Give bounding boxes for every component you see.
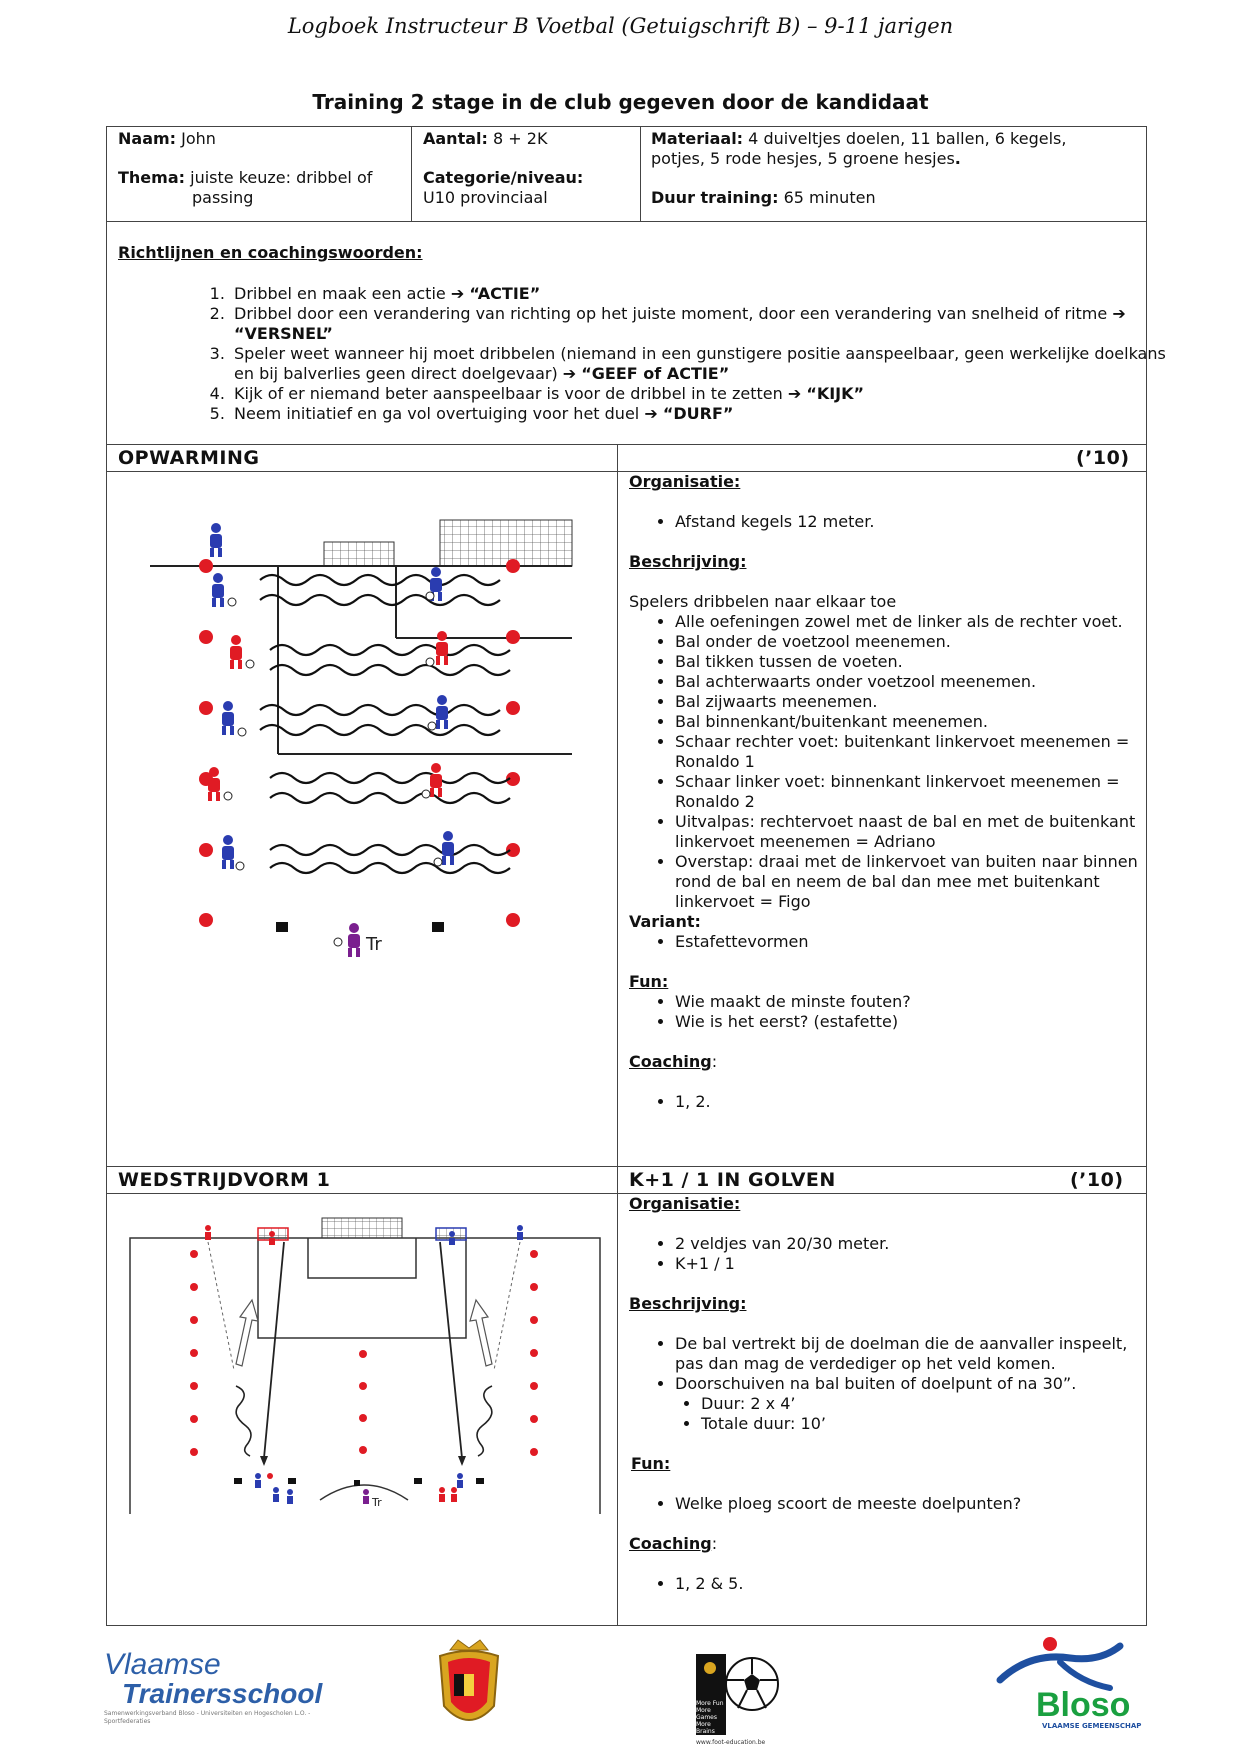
thema-field-cont: passing: [192, 188, 254, 207]
warmup-text: Organisatie: • Afstand kegels 12 meter. Beschrijving: Spelers dribbelen naar elkaar toe • Alle oefeningen zowel met de linker als de rechter voet. • Bal onder de voetzool meenemen. • Bal tikken tussen de voeten. • Bal achterwaarts onder voetzool meenemen. • Bal zijwaarts meenemen. • Bal binnenkant/buitenkant meenemen. • Schaar rechter voet: buitenkant linkervoet meenemen = Ronaldo 1 • Schaar linker voet: binnenkant linkervoet meenemen = Ronaldo 2 • Uitvalpas: rechtervoet naast de bal en met de buitenkant linkervoet meenemen = Adriano • Overstap: draai met de linkervoet van buiten naar binnen rond de bal en neem de bal dan mee met buitenkant linkervoet = Figo Variant: • Estafettevormen Fun: • Wie maakt de minste fouten? • Wie is het eerst? (estafette) Coaching: • 1, 2.: [629, 472, 1139, 1112]
belgian-federation-crest: [430, 1636, 508, 1736]
materiaal-field-cont: potjes, 5 rode hesjes, 5 groene hesjes.: [651, 149, 961, 168]
foot-education-logo: More Fun More Games More Brains www.foot-education.be: [696, 1654, 780, 1740]
match1-title: WEDSTRIJDVORM 1: [118, 1169, 331, 1191]
vlaamse-trainersschool-logo: Vlaamse Trainersschool Samenwerkingsverband Bloso - Universiteiten en Hogescholen L.O. - Sportfederaties: [104, 1648, 323, 1725]
guideline-item: 3. Speler weet wanneer hij moet dribbelen (niemand in een gunstigere positie aanspeelbaar, geen werkelijke doelkans en bij balverlies geen direct doelgevaar) ➔ “GEEF of ACTIE”: [230, 344, 1180, 384]
warmup-time: (’10): [1076, 447, 1130, 469]
naam-field: Naam: John: [118, 129, 216, 148]
warmup-trainer-label: Tr: [366, 934, 382, 955]
guideline-item: 4. Kijk of er niemand beter aanspeelbaar is voor de dribbel in te zetten ➔ “KIJK”: [230, 384, 1180, 404]
guideline-item: 5. Neem initiatief en ga vol overtuiging voor het duel ➔ “DURF”: [230, 404, 1180, 424]
match1-text: Organisatie: • 2 veldjes van 20/30 meter. • K+1 / 1 Beschrijving: • De bal vertrekt bij de doelman die de aanvaller inspeelt, pas dan mag de verdediger op het veld komen. • Doorschuiven na bal buiten of doelpunt of na 30”. • Duur: 2 x 4’ • Totale duur: 10’ Fun: • Welke ploeg scoort de meeste doelpunten? Coaching: • 1, 2 & 5.: [629, 1194, 1139, 1594]
bloso-logo: Bloso VLAAMSE GEMEENSCHAP: [990, 1632, 1150, 1742]
match1-trainer-label: Tr: [372, 1496, 382, 1509]
match1-time: (’10): [1070, 1169, 1124, 1191]
duur-field: Duur training: 65 minuten: [651, 188, 876, 207]
guidelines-heading: Richtlijnen en coachingswoorden:: [118, 243, 423, 262]
guidelines-list: [196, 284, 1180, 424]
aantal-field: Aantal: 8 + 2K: [423, 129, 548, 148]
guideline-item: 2. Dribbel door een verandering van richting op het juiste moment, door een verandering van snelheid of ritme ➔ “VERSNEL”: [230, 304, 1180, 344]
guideline-item: 1. Dribbel en maak een actie ➔ “ACTIE”: [230, 284, 1180, 304]
categorie-value: U10 provinciaal: [423, 188, 548, 207]
warmup-diagram: [140, 510, 600, 970]
page-title: Training 2 stage in de club gegeven door de kandidaat: [312, 90, 929, 114]
categorie-label: Categorie/niveau:: [423, 168, 584, 187]
match1-diagram: [124, 1214, 606, 1514]
materiaal-field: Materiaal: 4 duiveltjes doelen, 11 ballen, 6 kegels,: [651, 129, 1067, 148]
warmup-title: OPWARMING: [118, 447, 260, 469]
match1-subtitle: K+1 / 1 IN GOLVEN: [629, 1169, 836, 1191]
thema-field: Thema: juiste keuze: dribbel of: [118, 168, 373, 187]
page-header: Logboek Instructeur B Voetbal (Getuigschrift B) – 9-11 jarigen: [287, 14, 954, 38]
